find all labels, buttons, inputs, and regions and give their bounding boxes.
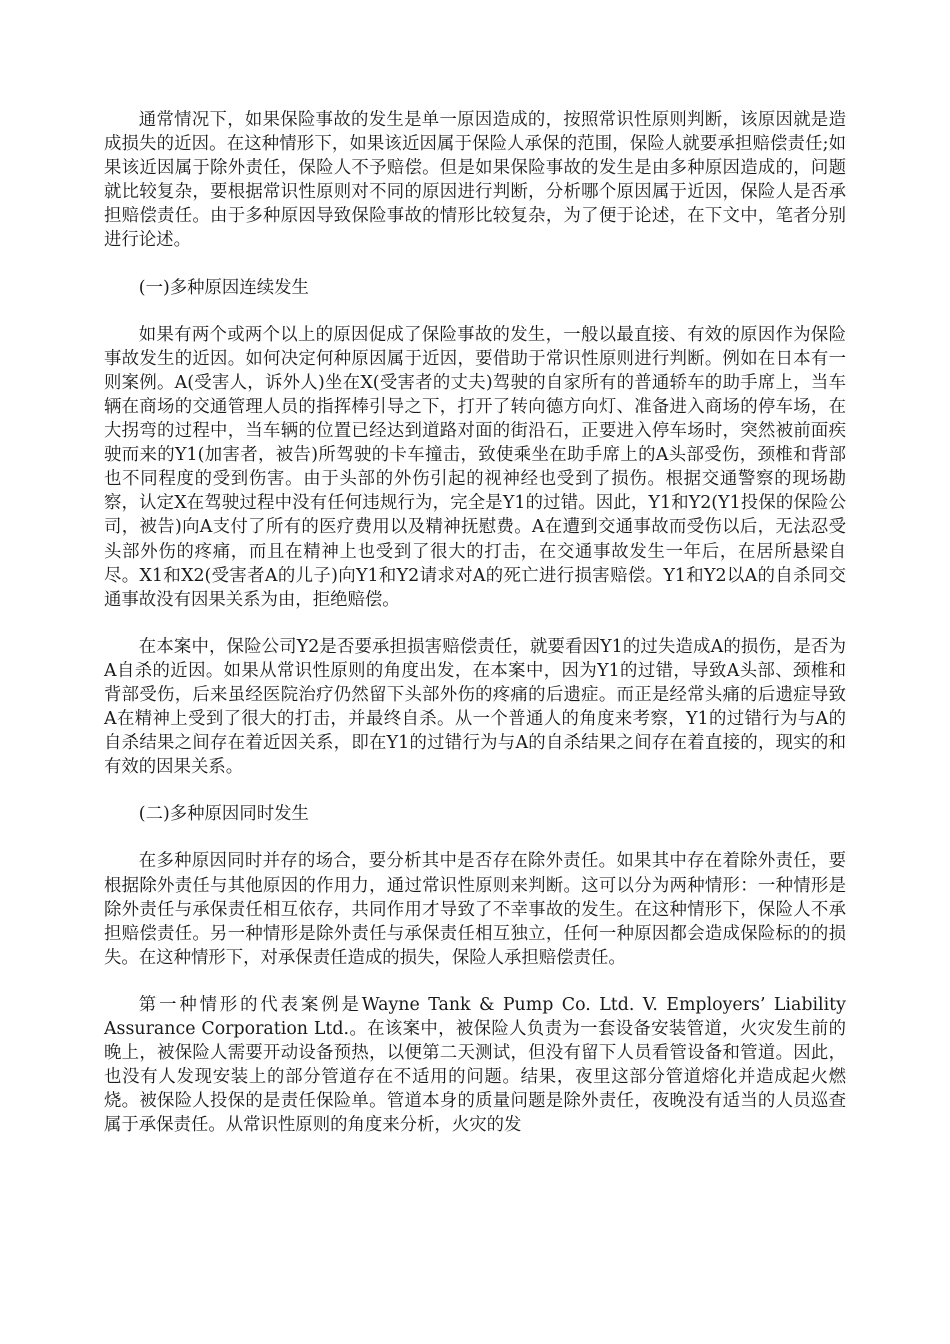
paragraph-case-japan: 如果有两个或两个以上的原因促成了保险事故的发生，一般以最直接、有效的原因作为保险事故发生的近因。如何决定何种原因属于近因，要借助于常识性原则进行判断。例如在日本有一则案例。A(受害人，诉外人)坐在X(受害者的丈夫)驾驶的自家所有的普通轿车的助手席上，当车辆在商场的交通管理人员的指挥棒引导之下，打开了转向德方向灯、准备进入商场的停车场，在大拐弯的过程中，当车辆的位置已经达到道路对面的街沿石，正要进入停车场时，突然被前面疾驶而来的Y1(加害者，被告)所驾驶的卡车撞击，致使乘坐在助手席上的A头部受伤，颈椎和背部也不同程度的受到伤害。由于头部的外伤引起的视神经也受到了损伤。根据交通警察的现场勘察，认定X在驾驶过程中没有任何违规行为，完全是Y1的过错。因此，Y1和Y2(Y1投保的保险公司，被告)向A支付了所有的医疗费用以及精神抚慰费。A在遭到交通事故而受伤以后，无法忍受头部外伤的疼痛，而且在精神上也受到了很大的打击，在交通事故发生一年后，在居所悬梁自尽。X1和X2(受害者A的儿子)向Y1和Y2请求对A的死亡进行损害赔偿。Y1和Y2以A的自杀同交通事故没有因果关系为由，拒绝赔偿。 [104, 324, 846, 610]
paragraph-case-analysis: 在本案中，保险公司Y2是否要承担损害赔偿责任，就要看因Y1的过失造成A的损伤，是否为A自杀的近因。如果从常识性原则的角度出发，在本案中，因为Y1的过错，导致A头部、颈椎和背部受伤，后来虽经医院治疗仍然留下头部外伤的疼痛的后遗症。而正是经常头痛的后遗症导致A在精神上受到了很大的打击，并最终自杀。从一个普通人的角度来考察，Y1的过错行为与A的自杀结果之间存在着近因关系，即在Y1的过错行为与A的自杀结果之间存在着直接的，现实的和有效的因果关系。 [104, 636, 846, 778]
paragraph-concurrent-causes: 在多种原因同时并存的场合，要分析其中是否存在除外责任。如果其中存在着除外责任，要根据除外责任与其他原因的作用力，通过常识性原则来判断。这可以分为两种情形：一种情形是除外责任与承保责任相互依存，共同作用才导致了不幸事故的发生。在这种情形下，保险人不承担赔偿责任。另一种情形是除外责任与承保责任相互独立，任何一种原因都会造成保险标的的损失。在这种情形下，对承保责任造成的损失，保险人承担赔偿责任。 [104, 851, 846, 968]
section-heading-2: (二)多种原因同时发生 [138, 804, 309, 825]
document-body [104, 108, 846, 1160]
section-heading-1: (一)多种原因连续发生 [138, 277, 309, 298]
paragraph-wayne-tank-case: 第一种情形的代表案例是Wayne Tank & Pump Co. Ltd. V. Employers’ Liability Assurance Corporation Ltd.。在该案中，被保险人负责为一套设备安装管道，火灾发生前的晚上，被保险人需要开动设备预热，以便第二天测试，但没有留下人员看管设备和管道。因此，也没有人发现安装上的部分管道存在不适用的问题。结果，夜里这部分管道熔化并造成起火燃烧。被保险人投保的是责任保险单。管道本身的质量问题是除外责任，夜晚没有适当的人员巡查属于承保责任。从常识性原则的角度来分析，火灾的发 [104, 994, 846, 1136]
paragraph-intro: 通常情况下，如果保险事故的发生是单一原因造成的，按照常识性原则判断，该原因就是造成损失的近因。在这种情形下，如果该近因属于保险人承保的范围，保险人就要承担赔偿责任;如果该近因属于除外责任，保险人不予赔偿。但是如果保险事故的发生是由多种原因造成的，问题就比较复杂，要根据常识性原则对不同的原因进行判断，分析哪个原因属于近因，保险人是否承担赔偿责任。由于多种原因导致保险事故的情形比较复杂，为了便于论述，在下文中，笔者分别进行论述。 [104, 110, 846, 251]
